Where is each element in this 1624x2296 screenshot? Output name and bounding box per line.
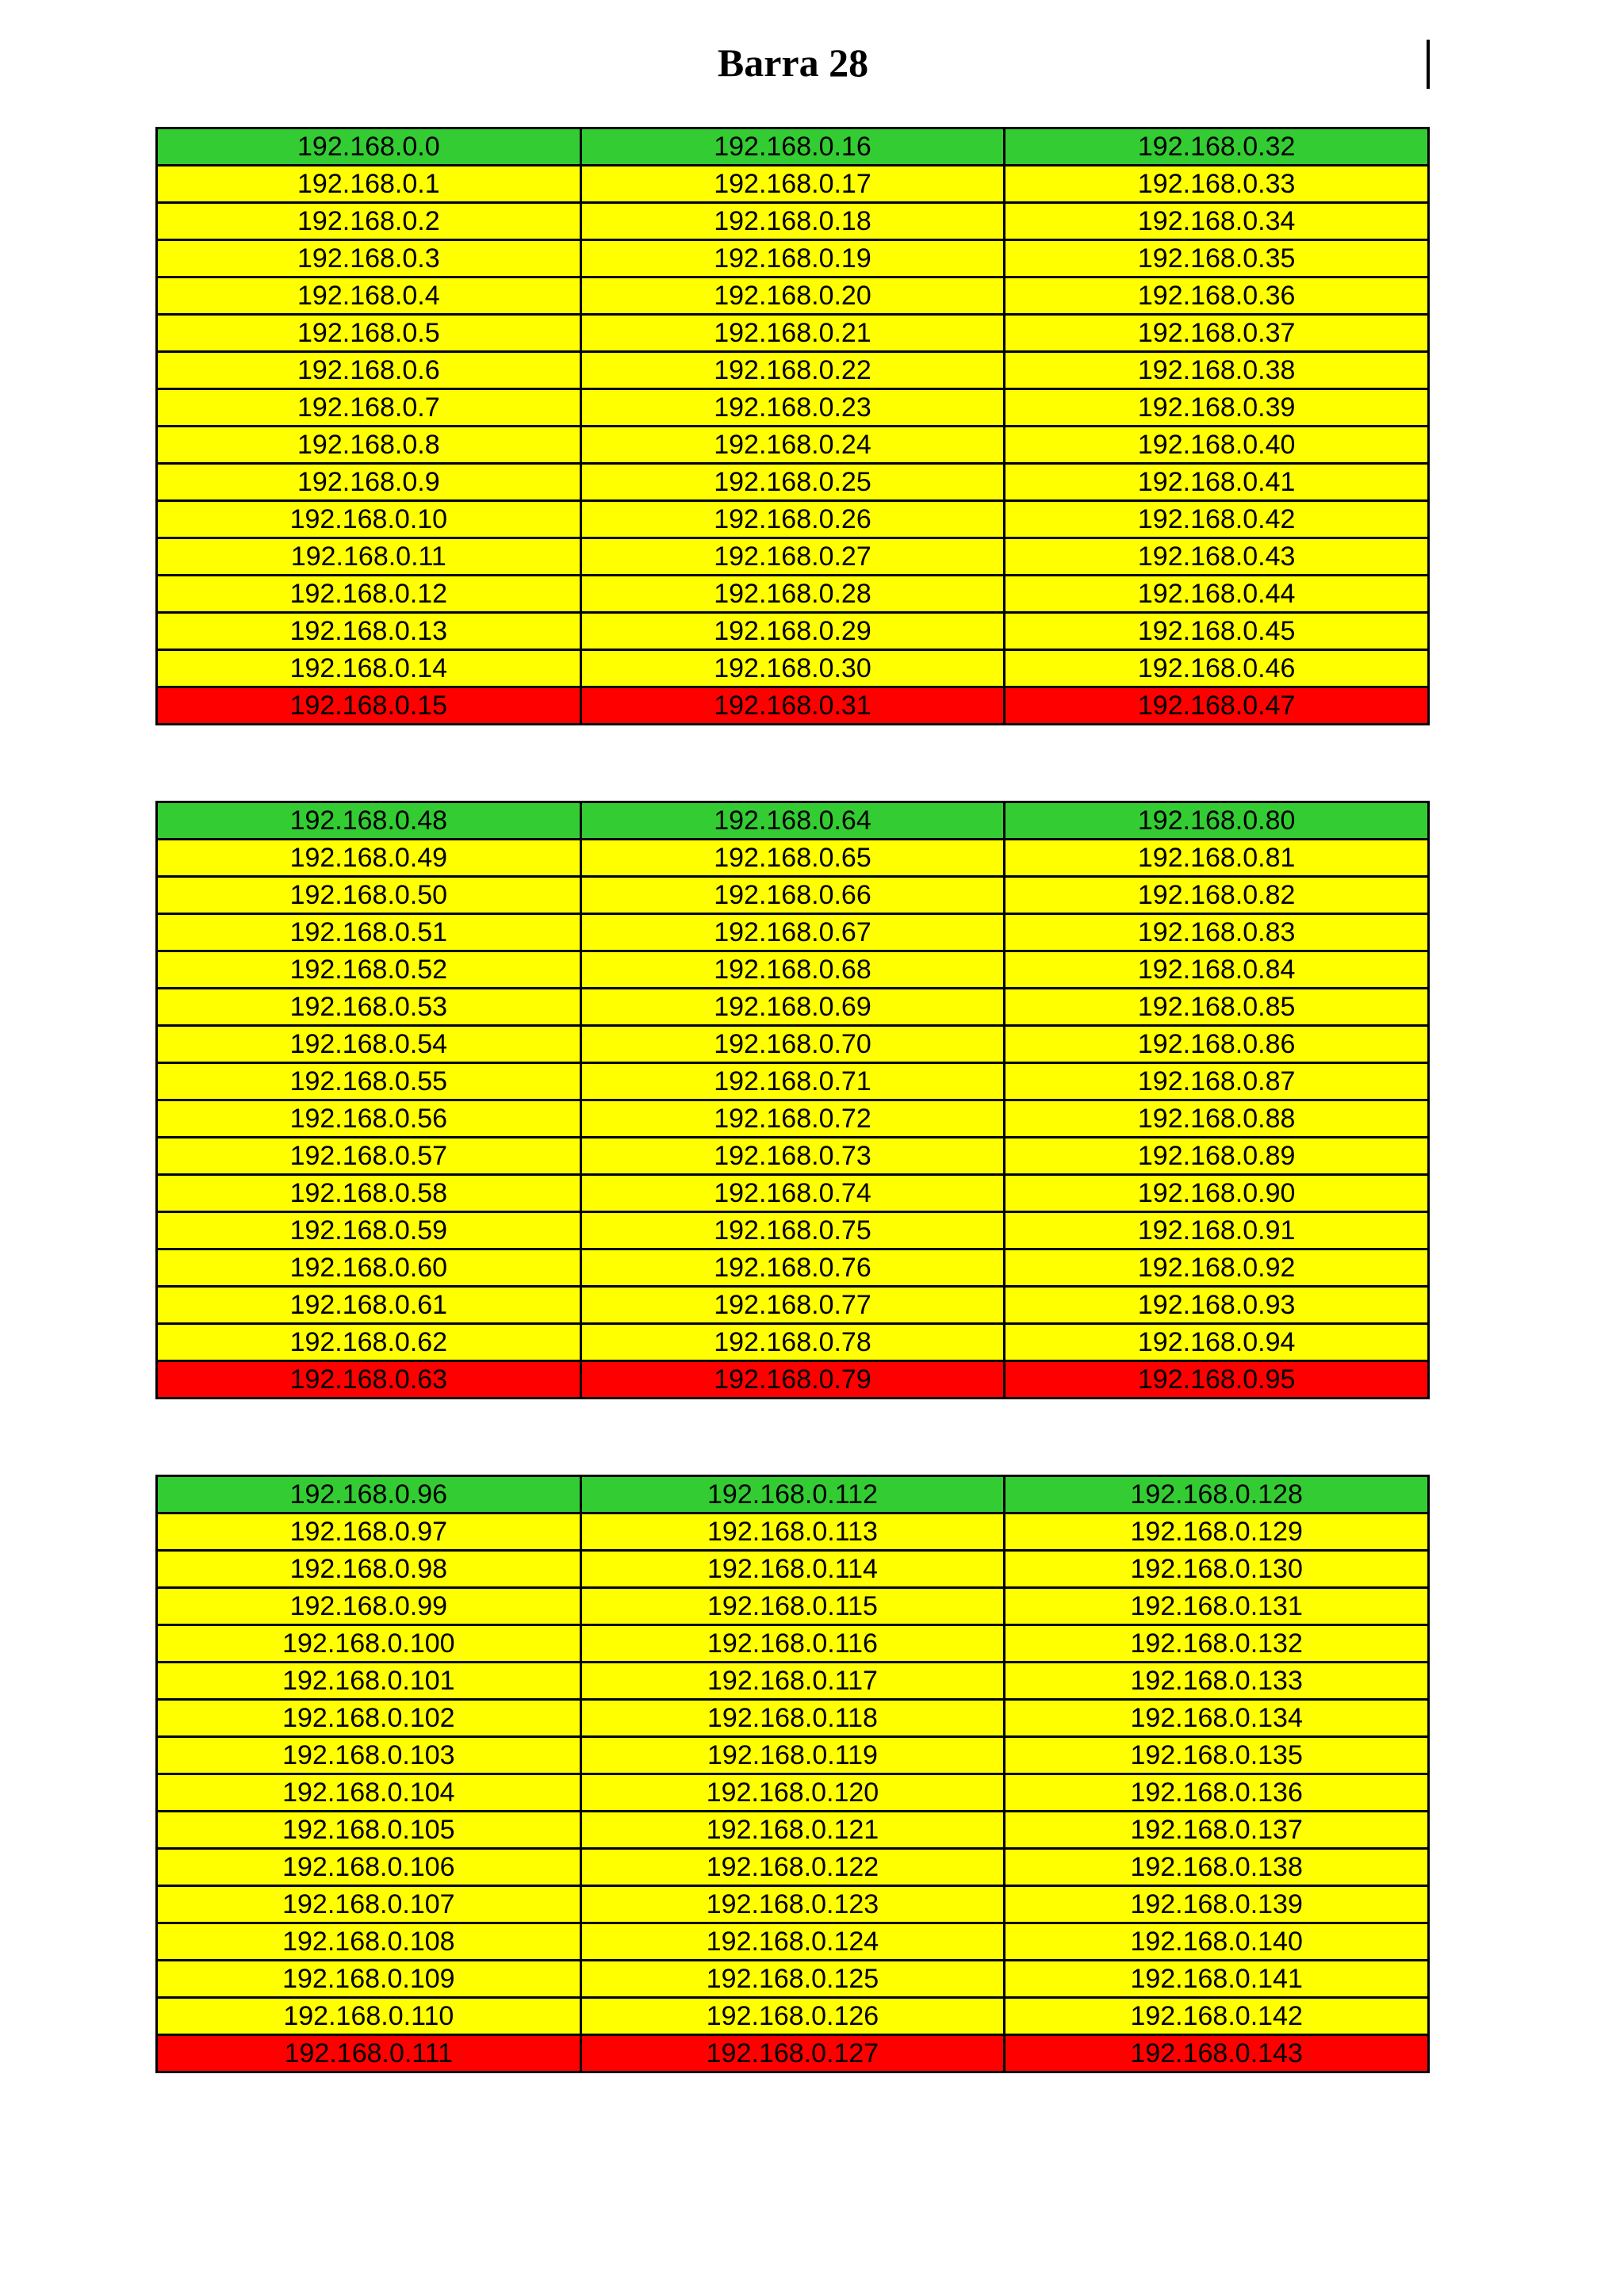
ip-address-cell: 192.168.0.54 bbox=[157, 1026, 581, 1063]
host-address-row bbox=[157, 166, 1429, 203]
ip-table-block-2 bbox=[155, 801, 1430, 1399]
ip-address-cell: 192.168.0.32 bbox=[1005, 128, 1429, 166]
host-address-row bbox=[157, 1961, 1429, 1998]
ip-address-cell: 192.168.0.136 bbox=[1005, 1774, 1429, 1812]
ip-address-cell: 192.168.0.69 bbox=[580, 989, 1005, 1026]
ip-address-cell: 192.168.0.16 bbox=[580, 128, 1005, 166]
network-address-row bbox=[157, 802, 1429, 840]
ip-address-cell: 192.168.0.130 bbox=[1005, 1551, 1429, 1588]
ip-address-cell: 192.168.0.27 bbox=[580, 538, 1005, 576]
ip-address-cell: 192.168.0.78 bbox=[580, 1324, 1005, 1361]
host-address-row bbox=[157, 1175, 1429, 1212]
ip-address-cell: 192.168.0.70 bbox=[580, 1026, 1005, 1063]
ip-address-cell: 192.168.0.132 bbox=[1005, 1625, 1429, 1663]
ip-address-cell: 192.168.0.117 bbox=[580, 1663, 1005, 1700]
host-address-row bbox=[157, 951, 1429, 989]
host-address-row bbox=[157, 840, 1429, 877]
host-address-row bbox=[157, 576, 1429, 613]
ip-address-cell: 192.168.0.100 bbox=[157, 1625, 581, 1663]
ip-address-cell: 192.168.0.91 bbox=[1005, 1212, 1429, 1249]
ip-address-cell: 192.168.0.143 bbox=[1005, 2035, 1429, 2072]
ip-address-cell: 192.168.0.81 bbox=[1005, 840, 1429, 877]
ip-address-cell: 192.168.0.110 bbox=[157, 1998, 581, 2035]
ip-address-cell: 192.168.0.63 bbox=[157, 1361, 581, 1399]
ip-address-cell: 192.168.0.41 bbox=[1005, 464, 1429, 501]
ip-address-cell: 192.168.0.58 bbox=[157, 1175, 581, 1212]
ip-address-cell: 192.168.0.44 bbox=[1005, 576, 1429, 613]
ip-address-cell: 192.168.0.64 bbox=[580, 802, 1005, 840]
ip-address-cell: 192.168.0.87 bbox=[1005, 1063, 1429, 1100]
host-address-row bbox=[157, 277, 1429, 315]
ip-address-cell: 192.168.0.60 bbox=[157, 1249, 581, 1287]
ip-address-cell: 192.168.0.114 bbox=[580, 1551, 1005, 1588]
host-address-row bbox=[157, 1588, 1429, 1625]
ip-address-cell: 192.168.0.124 bbox=[580, 1923, 1005, 1961]
ip-address-cell: 192.168.0.126 bbox=[580, 1998, 1005, 2035]
ip-address-cell: 192.168.0.15 bbox=[157, 687, 581, 725]
ip-address-cell: 192.168.0.94 bbox=[1005, 1324, 1429, 1361]
ip-address-cell: 192.168.0.115 bbox=[580, 1588, 1005, 1625]
ip-address-cell: 192.168.0.24 bbox=[580, 427, 1005, 464]
ip-address-cell: 192.168.0.35 bbox=[1005, 240, 1429, 277]
ip-address-cell: 192.168.0.97 bbox=[157, 1513, 581, 1551]
ip-address-cell: 192.168.0.48 bbox=[157, 802, 581, 840]
host-address-row bbox=[157, 538, 1429, 576]
ip-address-cell: 192.168.0.135 bbox=[1005, 1737, 1429, 1774]
host-address-row bbox=[157, 914, 1429, 951]
ip-address-cell: 192.168.0.31 bbox=[580, 687, 1005, 725]
host-address-row bbox=[157, 1026, 1429, 1063]
ip-address-cell: 192.168.0.99 bbox=[157, 1588, 581, 1625]
ip-address-cell: 192.168.0.22 bbox=[580, 352, 1005, 389]
host-address-row bbox=[157, 240, 1429, 277]
ip-address-cell: 192.168.0.26 bbox=[580, 501, 1005, 538]
ip-address-cell: 192.168.0.106 bbox=[157, 1849, 581, 1886]
ip-address-cell: 192.168.0.18 bbox=[580, 203, 1005, 240]
ip-address-cell: 192.168.0.85 bbox=[1005, 989, 1429, 1026]
ip-table-block-1 bbox=[155, 127, 1430, 725]
ip-address-cell: 192.168.0.19 bbox=[580, 240, 1005, 277]
host-address-row bbox=[157, 352, 1429, 389]
ip-address-cell: 192.168.0.80 bbox=[1005, 802, 1429, 840]
ip-address-cell: 192.168.0.140 bbox=[1005, 1923, 1429, 1961]
ip-address-cell: 192.168.0.61 bbox=[157, 1287, 581, 1324]
ip-address-cell: 192.168.0.20 bbox=[580, 277, 1005, 315]
ip-address-cell: 192.168.0.0 bbox=[157, 128, 581, 166]
ip-address-cell: 192.168.0.125 bbox=[580, 1961, 1005, 1998]
ip-address-cell: 192.168.0.13 bbox=[157, 613, 581, 650]
ip-address-cell: 192.168.0.67 bbox=[580, 914, 1005, 951]
ip-address-cell: 192.168.0.68 bbox=[580, 951, 1005, 989]
ip-address-cell: 192.168.0.42 bbox=[1005, 501, 1429, 538]
ip-address-cell: 192.168.0.17 bbox=[580, 166, 1005, 203]
ip-address-cell: 192.168.0.134 bbox=[1005, 1700, 1429, 1737]
ip-table-block-3 bbox=[155, 1475, 1430, 2073]
host-address-row bbox=[157, 1625, 1429, 1663]
ip-address-cell: 192.168.0.96 bbox=[157, 1476, 581, 1513]
ip-address-cell: 192.168.0.46 bbox=[1005, 650, 1429, 687]
ip-address-cell: 192.168.0.95 bbox=[1005, 1361, 1429, 1399]
broadcast-address-row bbox=[157, 1361, 1429, 1399]
ip-address-cell: 192.168.0.133 bbox=[1005, 1663, 1429, 1700]
ip-address-cell: 192.168.0.36 bbox=[1005, 277, 1429, 315]
ip-address-cell: 192.168.0.5 bbox=[157, 315, 581, 352]
ip-address-cell: 192.168.0.118 bbox=[580, 1700, 1005, 1737]
ip-address-cell: 192.168.0.14 bbox=[157, 650, 581, 687]
host-address-row bbox=[157, 1998, 1429, 2035]
ip-address-cell: 192.168.0.127 bbox=[580, 2035, 1005, 2072]
host-address-row bbox=[157, 877, 1429, 914]
ip-address-cell: 192.168.0.93 bbox=[1005, 1287, 1429, 1324]
ip-address-cell: 192.168.0.112 bbox=[580, 1476, 1005, 1513]
ip-address-cell: 192.168.0.55 bbox=[157, 1063, 581, 1100]
ip-address-cell: 192.168.0.50 bbox=[157, 877, 581, 914]
ip-address-cell: 192.168.0.56 bbox=[157, 1100, 581, 1138]
host-address-row bbox=[157, 1287, 1429, 1324]
host-address-row bbox=[157, 1212, 1429, 1249]
host-address-row bbox=[157, 1138, 1429, 1175]
host-address-row bbox=[157, 1849, 1429, 1886]
ip-address-cell: 192.168.0.11 bbox=[157, 538, 581, 576]
ip-address-cell: 192.168.0.83 bbox=[1005, 914, 1429, 951]
ip-address-cell: 192.168.0.102 bbox=[157, 1700, 581, 1737]
ip-address-cell: 192.168.0.109 bbox=[157, 1961, 581, 1998]
ip-address-cell: 192.168.0.131 bbox=[1005, 1588, 1429, 1625]
ip-address-cell: 192.168.0.86 bbox=[1005, 1026, 1429, 1063]
broadcast-address-row bbox=[157, 687, 1429, 725]
ip-address-cell: 192.168.0.39 bbox=[1005, 389, 1429, 427]
host-address-row bbox=[157, 427, 1429, 464]
host-address-row bbox=[157, 1663, 1429, 1700]
network-address-row bbox=[157, 1476, 1429, 1513]
ip-address-cell: 192.168.0.137 bbox=[1005, 1812, 1429, 1849]
host-address-row bbox=[157, 1812, 1429, 1849]
host-address-row bbox=[157, 1249, 1429, 1287]
ip-address-cell: 192.168.0.104 bbox=[157, 1774, 581, 1812]
ip-address-cell: 192.168.0.9 bbox=[157, 464, 581, 501]
host-address-row bbox=[157, 1063, 1429, 1100]
ip-address-cell: 192.168.0.120 bbox=[580, 1774, 1005, 1812]
ip-address-cell: 192.168.0.29 bbox=[580, 613, 1005, 650]
ip-address-cell: 192.168.0.113 bbox=[580, 1513, 1005, 1551]
ip-address-cell: 192.168.0.73 bbox=[580, 1138, 1005, 1175]
ip-address-cell: 192.168.0.139 bbox=[1005, 1886, 1429, 1923]
ip-address-cell: 192.168.0.128 bbox=[1005, 1476, 1429, 1513]
host-address-row bbox=[157, 1923, 1429, 1961]
host-address-row bbox=[157, 315, 1429, 352]
ip-address-cell: 192.168.0.40 bbox=[1005, 427, 1429, 464]
host-address-row bbox=[157, 650, 1429, 687]
ip-address-cell: 192.168.0.10 bbox=[157, 501, 581, 538]
ip-address-cell: 192.168.0.33 bbox=[1005, 166, 1429, 203]
host-address-row bbox=[157, 1324, 1429, 1361]
ip-address-cell: 192.168.0.51 bbox=[157, 914, 581, 951]
ip-address-cell: 192.168.0.53 bbox=[157, 989, 581, 1026]
ip-address-cell: 192.168.0.107 bbox=[157, 1886, 581, 1923]
ip-address-cell: 192.168.0.57 bbox=[157, 1138, 581, 1175]
ip-address-cell: 192.168.0.74 bbox=[580, 1175, 1005, 1212]
ip-address-cell: 192.168.0.21 bbox=[580, 315, 1005, 352]
ip-address-cell: 192.168.0.28 bbox=[580, 576, 1005, 613]
ip-address-cell: 192.168.0.129 bbox=[1005, 1513, 1429, 1551]
ip-address-cell: 192.168.0.37 bbox=[1005, 315, 1429, 352]
ip-address-cell: 192.168.0.84 bbox=[1005, 951, 1429, 989]
ip-address-cell: 192.168.0.6 bbox=[157, 352, 581, 389]
ip-address-cell: 192.168.0.105 bbox=[157, 1812, 581, 1849]
ip-address-cell: 192.168.0.122 bbox=[580, 1849, 1005, 1886]
host-address-row bbox=[157, 989, 1429, 1026]
ip-address-cell: 192.168.0.52 bbox=[157, 951, 581, 989]
ip-address-cell: 192.168.0.92 bbox=[1005, 1249, 1429, 1287]
host-address-row bbox=[157, 1774, 1429, 1812]
host-address-row bbox=[157, 1886, 1429, 1923]
ip-address-cell: 192.168.0.88 bbox=[1005, 1100, 1429, 1138]
ip-address-cell: 192.168.0.89 bbox=[1005, 1138, 1429, 1175]
ip-address-cell: 192.168.0.103 bbox=[157, 1737, 581, 1774]
ip-address-cell: 192.168.0.90 bbox=[1005, 1175, 1429, 1212]
page-title: Barra 28 bbox=[717, 40, 869, 85]
ip-address-cell: 192.168.0.1 bbox=[157, 166, 581, 203]
ip-address-cell: 192.168.0.82 bbox=[1005, 877, 1429, 914]
ip-address-cell: 192.168.0.30 bbox=[580, 650, 1005, 687]
ip-address-cell: 192.168.0.141 bbox=[1005, 1961, 1429, 1998]
ip-address-cell: 192.168.0.3 bbox=[157, 240, 581, 277]
ip-address-cell: 192.168.0.71 bbox=[580, 1063, 1005, 1100]
ip-address-cell: 192.168.0.2 bbox=[157, 203, 581, 240]
ip-address-cell: 192.168.0.8 bbox=[157, 427, 581, 464]
ip-address-cell: 192.168.0.49 bbox=[157, 840, 581, 877]
ip-address-cell: 192.168.0.79 bbox=[580, 1361, 1005, 1399]
ip-address-cell: 192.168.0.25 bbox=[580, 464, 1005, 501]
ip-address-cell: 192.168.0.65 bbox=[580, 840, 1005, 877]
host-address-row bbox=[157, 501, 1429, 538]
ip-address-cell: 192.168.0.23 bbox=[580, 389, 1005, 427]
broadcast-address-row bbox=[157, 2035, 1429, 2072]
host-address-row bbox=[157, 389, 1429, 427]
host-address-row bbox=[157, 464, 1429, 501]
ip-address-cell: 192.168.0.119 bbox=[580, 1737, 1005, 1774]
ip-address-cell: 192.168.0.76 bbox=[580, 1249, 1005, 1287]
ip-address-cell: 192.168.0.77 bbox=[580, 1287, 1005, 1324]
ip-address-cell: 192.168.0.34 bbox=[1005, 203, 1429, 240]
ip-address-cell: 192.168.0.75 bbox=[580, 1212, 1005, 1249]
ip-address-cell: 192.168.0.47 bbox=[1005, 687, 1429, 725]
host-address-row bbox=[157, 1513, 1429, 1551]
ip-address-cell: 192.168.0.98 bbox=[157, 1551, 581, 1588]
ip-address-cell: 192.168.0.12 bbox=[157, 576, 581, 613]
ip-address-cell: 192.168.0.121 bbox=[580, 1812, 1005, 1849]
ip-address-cell: 192.168.0.4 bbox=[157, 277, 581, 315]
ip-address-cell: 192.168.0.72 bbox=[580, 1100, 1005, 1138]
ip-address-cell: 192.168.0.108 bbox=[157, 1923, 581, 1961]
host-address-row bbox=[157, 203, 1429, 240]
ip-address-cell: 192.168.0.7 bbox=[157, 389, 581, 427]
ip-address-cell: 192.168.0.66 bbox=[580, 877, 1005, 914]
ip-address-cell: 192.168.0.38 bbox=[1005, 352, 1429, 389]
text-cursor bbox=[1427, 40, 1430, 89]
ip-address-cell: 192.168.0.59 bbox=[157, 1212, 581, 1249]
host-address-row bbox=[157, 1551, 1429, 1588]
ip-address-cell: 192.168.0.111 bbox=[157, 2035, 581, 2072]
ip-address-cell: 192.168.0.101 bbox=[157, 1663, 581, 1700]
network-address-row bbox=[157, 128, 1429, 166]
host-address-row bbox=[157, 1737, 1429, 1774]
ip-address-cell: 192.168.0.116 bbox=[580, 1625, 1005, 1663]
ip-address-cell: 192.168.0.123 bbox=[580, 1886, 1005, 1923]
host-address-row bbox=[157, 1100, 1429, 1138]
ip-address-cell: 192.168.0.43 bbox=[1005, 538, 1429, 576]
host-address-row bbox=[157, 1700, 1429, 1737]
ip-address-cell: 192.168.0.142 bbox=[1005, 1998, 1429, 2035]
ip-address-cell: 192.168.0.62 bbox=[157, 1324, 581, 1361]
ip-address-cell: 192.168.0.138 bbox=[1005, 1849, 1429, 1886]
host-address-row bbox=[157, 613, 1429, 650]
ip-address-cell: 192.168.0.45 bbox=[1005, 613, 1429, 650]
